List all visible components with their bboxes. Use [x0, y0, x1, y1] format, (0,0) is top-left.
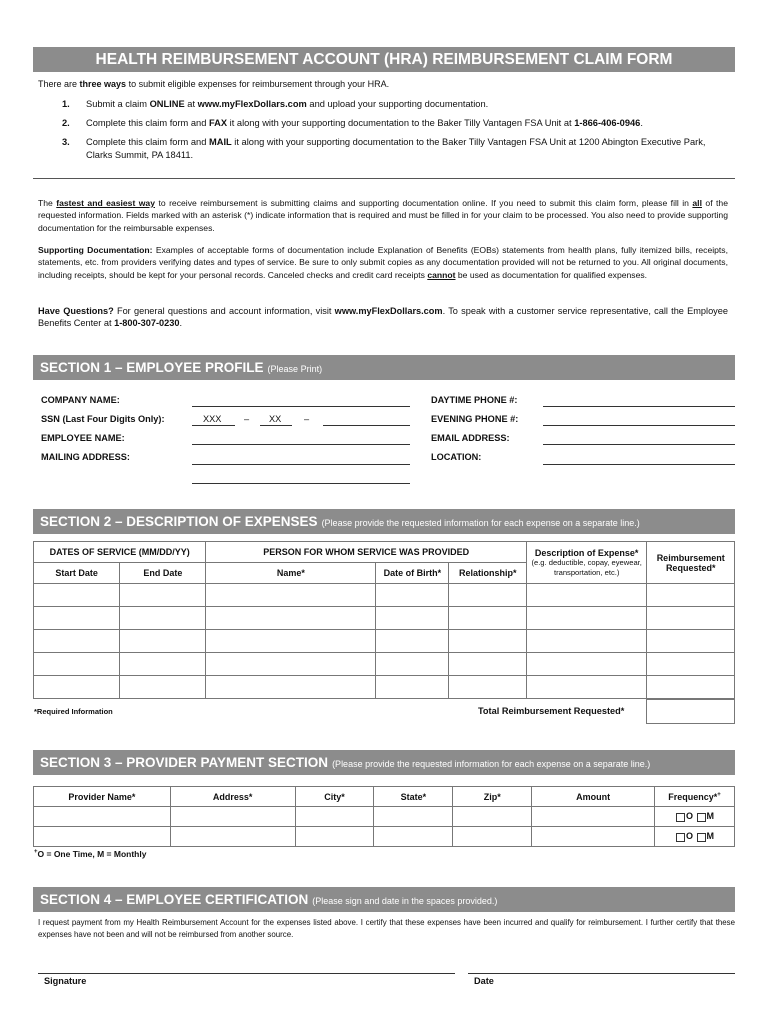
reimbursement-header: Reimbursement Requested* [647, 542, 735, 584]
signature-field[interactable] [38, 973, 455, 974]
certification-text: I request payment from my Health Reimbursement Account for the expenses listed above. I certify that these expenses have been incurred and qualify for reimbursement. I further certify that these expenses have not been and will not be reimbursed from another source. [38, 918, 735, 939]
table-cell[interactable] [34, 676, 120, 699]
table-cell[interactable] [647, 630, 735, 653]
person-served-header: PERSON FOR WHOM SERVICE WAS PROVIDED [206, 542, 527, 563]
frequency-legend: +O = One Time, M = Monthly [34, 849, 147, 859]
location-label: LOCATION: [431, 452, 482, 462]
table-cell[interactable] [532, 807, 655, 827]
employee-name-label: EMPLOYEE NAME: [41, 433, 125, 443]
form-title: HEALTH REIMBURSEMENT ACCOUNT (HRA) REIMBURSEMENT CLAIM FORM [33, 47, 735, 72]
ssn-label: SSN (Last Four Digits Only): [41, 414, 165, 424]
end-date-header: End Date [120, 563, 206, 584]
daytime-phone-label: DAYTIME PHONE #: [431, 395, 518, 405]
ssn-dash: – [304, 414, 310, 424]
one-time-checkbox[interactable] [676, 813, 685, 822]
table-cell[interactable] [170, 827, 295, 847]
table-cell[interactable] [647, 653, 735, 676]
table-cell[interactable] [295, 807, 374, 827]
description-header: Description of Expense* (e.g. deductible, copay, eyewear, transportation, etc.) [526, 542, 646, 584]
table-row [34, 607, 735, 630]
table-cell[interactable] [34, 807, 171, 827]
expenses-table [33, 541, 735, 699]
table-cell[interactable] [526, 607, 646, 630]
location-field[interactable] [543, 464, 735, 465]
table-cell[interactable] [34, 653, 120, 676]
questions-paragraph: Have Questions? For general questions and account information, visit www.myFlexDollars.com. To speak with a customer service representative, call the Employee Benefits Center at 1-800-307-0230. [38, 306, 728, 329]
email-address-label: EMAIL ADDRESS: [431, 433, 510, 443]
instructions-paragraph: The fastest and easiest way to receive reimbursement is submitting claims and supporting documentation online. If you need to submit this claim form, please fill in all of the requested information. Fields marked with an asterisk (*) indicate information that is required and must be filled in for your claim to be processed. You also need to provide supporting documentation for the reimbursable expenses. [38, 198, 728, 233]
table-row [34, 676, 735, 699]
table-cell[interactable] [449, 584, 526, 607]
table-row [34, 584, 735, 607]
table-cell[interactable] [449, 653, 526, 676]
zip-header: Zip* [453, 787, 532, 807]
table-cell[interactable] [295, 827, 374, 847]
table-cell[interactable] [206, 584, 376, 607]
table-cell[interactable] [206, 653, 376, 676]
table-cell[interactable] [34, 607, 120, 630]
mailing-address-field-line2[interactable] [192, 483, 410, 484]
table-cell[interactable] [120, 584, 206, 607]
table-cell[interactable] [647, 584, 735, 607]
table-cell[interactable] [449, 607, 526, 630]
signature-label: Signature [44, 976, 87, 986]
ssn-last-four-field[interactable] [323, 425, 410, 426]
frequency-cell: O M [655, 807, 735, 827]
table-cell[interactable] [206, 630, 376, 653]
table-cell[interactable] [526, 630, 646, 653]
date-field[interactable] [468, 973, 735, 974]
table-row [34, 630, 735, 653]
total-reimbursement-field[interactable] [646, 699, 735, 724]
table-cell[interactable] [449, 630, 526, 653]
table-cell[interactable] [376, 607, 449, 630]
table-cell[interactable] [526, 676, 646, 699]
monthly-checkbox[interactable] [697, 833, 706, 842]
company-name-field[interactable] [192, 406, 410, 407]
section4-header: SECTION 4 – EMPLOYEE CERTIFICATION (Please sign and date in the spaces provided.) [33, 887, 735, 912]
provider-payment-table [33, 786, 735, 847]
section2-header: SECTION 2 – DESCRIPTION OF EXPENSES (Please provide the requested information for each expense on a separate line.) [33, 509, 735, 534]
table-cell[interactable] [34, 827, 171, 847]
table-cell[interactable] [376, 630, 449, 653]
state-header: State* [374, 787, 453, 807]
section1-header: SECTION 1 – EMPLOYEE PROFILE (Please Print) [33, 355, 735, 380]
table-cell[interactable] [34, 630, 120, 653]
table-cell[interactable] [34, 584, 120, 607]
dob-header: Date of Birth* [376, 563, 449, 584]
company-name-label: COMPANY NAME: [41, 395, 120, 405]
ssn-xxx: XXX [203, 414, 222, 424]
required-info-note: *Required Information [34, 707, 113, 716]
supporting-documentation-paragraph: Supporting Documentation: Examples of acceptable forms of documentation include Explanation of Benefits (EOBs) statements from health plans, fully itemized bills, receipts, statements, etc. from providers verifying dates and types of service. Be sure to only submit copies as any documentation provided will not be returned to you. All original documents, including receipts, should be kept for your personal records. Canceled checks and credit card receipts cannot be used as documentation for qualified expenses. [38, 245, 728, 280]
name-header: Name* [206, 563, 376, 584]
table-row [34, 827, 735, 847]
ssn-xx: XX [269, 414, 282, 424]
monthly-checkbox[interactable] [697, 813, 706, 822]
daytime-phone-field[interactable] [543, 406, 735, 407]
table-cell[interactable] [647, 607, 735, 630]
table-cell[interactable] [647, 676, 735, 699]
table-cell[interactable] [376, 653, 449, 676]
intro-text: There are three ways to submit eligible expenses for reimbursement through your HRA. [38, 79, 390, 89]
evening-phone-label: EVENING PHONE #: [431, 414, 519, 424]
email-address-field[interactable] [543, 444, 735, 445]
table-cell[interactable] [120, 630, 206, 653]
date-label: Date [474, 976, 494, 986]
total-reimbursement-label: Total Reimbursement Requested* [478, 706, 625, 716]
ssn-dash: – [244, 414, 250, 424]
start-date-header: Start Date [34, 563, 120, 584]
section3-header: SECTION 3 – PROVIDER PAYMENT SECTION (Please provide the requested information for each expense on a separate line.) [33, 750, 735, 775]
mailing-address-field[interactable] [192, 464, 410, 465]
address-header: Address* [170, 787, 295, 807]
frequency-cell: O M [655, 827, 735, 847]
table-row [34, 653, 735, 676]
evening-phone-field[interactable] [543, 425, 735, 426]
table-cell[interactable] [532, 827, 655, 847]
table-cell[interactable] [374, 807, 453, 827]
table-cell[interactable] [206, 607, 376, 630]
table-cell[interactable] [453, 807, 532, 827]
divider [33, 178, 735, 179]
table-row [34, 807, 735, 827]
city-header: City* [295, 787, 374, 807]
table-cell[interactable] [374, 827, 453, 847]
ssn-part2-line [260, 425, 292, 426]
table-cell[interactable] [120, 676, 206, 699]
one-time-checkbox[interactable] [676, 833, 685, 842]
frequency-header: Frequency*+ [655, 787, 735, 807]
table-cell[interactable] [449, 676, 526, 699]
table-cell[interactable] [526, 653, 646, 676]
table-cell[interactable] [526, 584, 646, 607]
employee-name-field[interactable] [192, 444, 410, 445]
table-cell[interactable] [120, 607, 206, 630]
table-cell[interactable] [376, 584, 449, 607]
table-cell[interactable] [376, 676, 449, 699]
mailing-address-label: MAILING ADDRESS: [41, 452, 130, 462]
table-cell[interactable] [206, 676, 376, 699]
dates-of-service-header: DATES OF SERVICE (MM/DD/YY) [34, 542, 206, 563]
provider-name-header: Provider Name* [34, 787, 171, 807]
ssn-part1-line [192, 425, 235, 426]
table-cell[interactable] [120, 653, 206, 676]
table-cell[interactable] [453, 827, 532, 847]
table-cell[interactable] [170, 807, 295, 827]
amount-header: Amount [532, 787, 655, 807]
relationship-header: Relationship* [449, 563, 526, 584]
